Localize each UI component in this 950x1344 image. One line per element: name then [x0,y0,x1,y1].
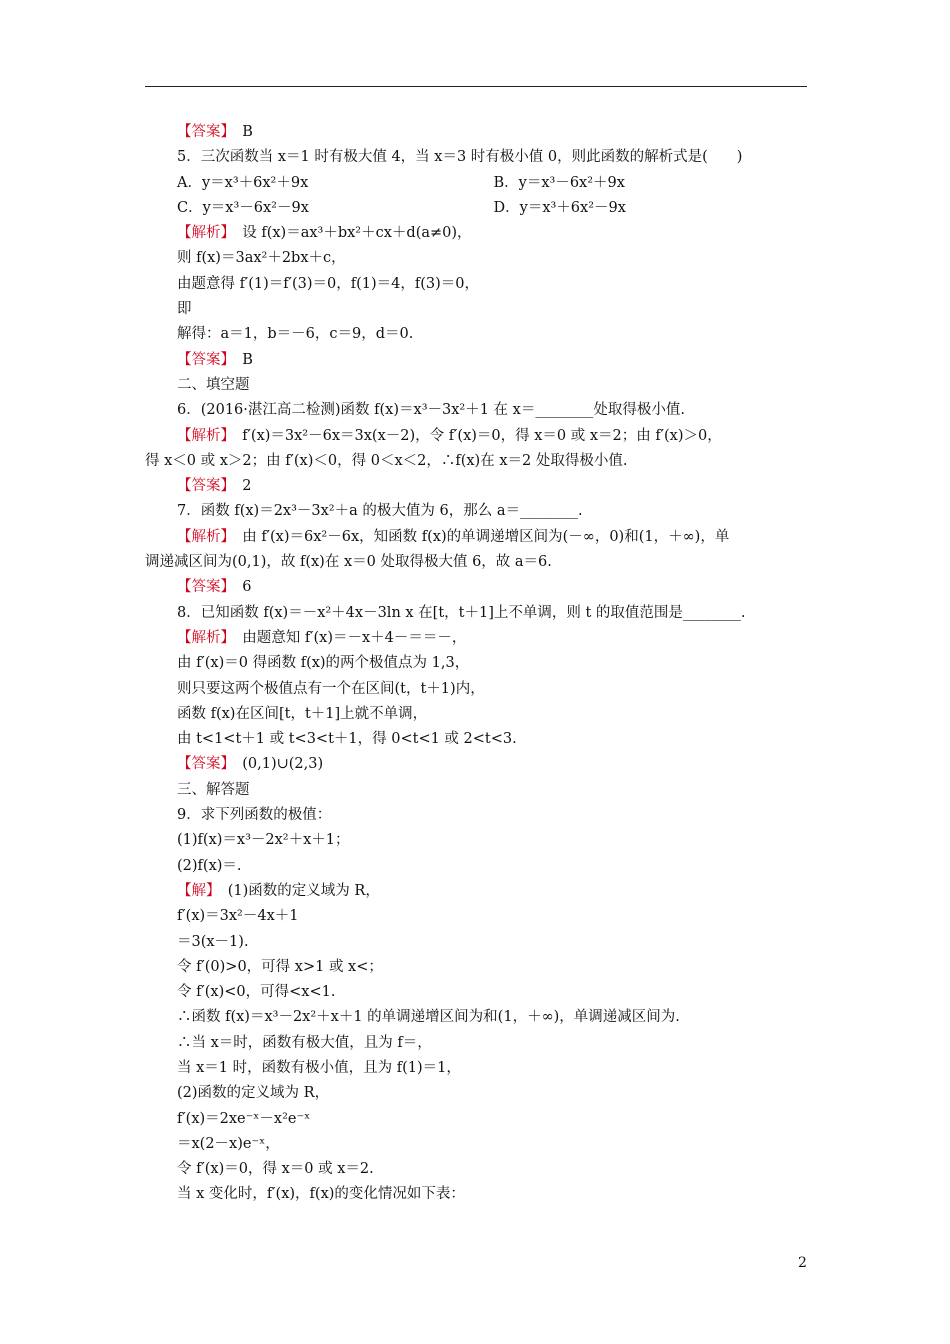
section-tag: 【解析】 [177,528,228,545]
text-line: 解得：a＝1，b＝－6，c＝9，d＝0. [177,326,414,343]
text-line: 8．已知函数 f(x)＝－x²＋4x－3ln x 在[t，t＋1]上不单调，则 t 的取值范围是________. [177,604,746,621]
line-text: 由题意知 f′(x)＝－x＋4－＝＝－， [227,629,467,646]
labeled-line [145,626,810,651]
text-line: 由 t<1<t＋1 或 t<3<t＋1，得 0<t<1 或 2<t<3. [177,731,517,748]
labeled-line [145,474,810,499]
section-tag: 【答案】 [177,579,228,596]
text-line: 令 f′(x)＝0，得 x＝0 或 x＝2. [177,1161,374,1178]
option-row [145,196,810,221]
line-text: (0,1)∪(2,3) [227,756,324,773]
section-tag: 【解析】 [177,225,228,242]
text-line: 当 x＝1 时，函数有极小值，且为 f(1)＝1， [177,1059,461,1076]
text-line: 9．求下列函数的极值： [177,807,332,824]
labeled-line [145,424,810,449]
text-line: f′(x)＝3x²－4x＋1 [177,908,299,925]
text-line: f′(x)＝2xe⁻ˣ－x²e⁻ˣ [177,1110,311,1127]
text-line: 得 x＜0 或 x＞2；由 f′(x)＜0，得 0＜x＜2，∴f(x)在 x＝2 处取得极小值. [145,452,628,469]
option-text: A．y＝x³＋6x²＋9x [177,174,309,191]
section-tag: 【答案】 [177,351,228,368]
line-text: 2 [227,478,252,495]
text-line: 6．(2016·湛江高二检测)函数 f(x)＝x³－3x²＋1 在 x＝________处取得极小值. [177,402,685,419]
text-line: 三、解答题 [177,781,250,798]
labeled-line [145,221,810,246]
text-line: ＝x(2－x)e⁻ˣ， [177,1135,280,1152]
document-body [145,120,810,1208]
section-tag: 【答案】 [177,478,228,495]
text-line: (2)函数的定义域为 R， [177,1085,330,1102]
text-line: 则 f(x)＝3ax²＋2bx＋c， [177,250,346,267]
option-text: C．y＝x³－6x²－9x [177,199,309,216]
labeled-line [145,752,810,777]
text-line: ∴当 x＝时，函数有极大值，且为 f＝， [177,1034,432,1051]
section-tag: 【解析】 [177,427,228,444]
option-text: D．y＝x³＋6x²－9x [493,199,626,216]
line-text: B [227,351,253,368]
line-text: 6 [227,579,252,596]
section-tag: 【答案】 [177,124,228,140]
header-rule [145,86,807,87]
labeled-line [145,348,810,373]
text-line: 5．三次函数当 x＝1 时有极大值 4，当 x＝3 时有极小值 0，则此函数的解析式是( ) [177,149,743,166]
line-text: f′(x)＝3x²－6x＝3x(x－2)，令 f′(x)＝0，得 x＝0 或 x＝2；由 f′(x)＞0， [227,427,722,444]
text-line: 函数 f(x)在区间[t，t＋1]上就不单调， [177,705,428,722]
section-tag: 【答案】 [177,756,228,773]
text-line: 由题意得 f′(1)＝f′(3)＝0，f(1)＝4，f(3)＝0， [177,275,479,292]
text-line: (2)f(x)＝. [177,857,242,874]
labeled-line [145,525,810,550]
text-line: 当 x 变化时，f′(x)，f(x)的变化情况如下表： [177,1186,465,1203]
line-text: 由 f′(x)＝6x²－6x，知函数 f(x)的单调递增区间为(－∞，0)和(1，＋∞)，单 [227,528,730,545]
section-tag: 【解】 [177,882,214,899]
text-line: 7．函数 f(x)＝2x³－3x²＋a 的极大值为 6，那么 a＝________. [177,503,583,520]
labeled-line [145,879,810,904]
text-line: 由 f′(x)＝0 得函数 f(x)的两个极值点为 1,3， [177,655,470,672]
page-number: 2 [798,1255,807,1271]
line-text: (1)函数的定义域为 R， [213,882,380,899]
line-text: B [227,124,253,140]
text-line: 二、填空题 [177,376,250,393]
option-text: B．y＝x³－6x²＋9x [493,174,625,191]
labeled-line [145,120,810,145]
text-line: 即 [177,301,192,318]
text-line: ∴函数 f(x)＝x³－2x²＋x＋1 的单调递增区间为和(1，＋∞)，单调递减区间为. [177,1009,680,1026]
line-text: 设 f(x)＝ax³＋bx²＋cx＋d(a≠0)， [227,225,472,242]
section-tag: 【解析】 [177,629,228,646]
option-row [145,171,810,196]
text-line: 令 f′(x)<0，可得<x<1. [177,984,336,1001]
labeled-line [145,575,810,600]
text-line: 调递减区间为(0,1)，故 f(x)在 x＝0 处取得极大值 6，故 a＝6. [145,554,552,571]
text-line: ＝3(x－1). [177,933,249,950]
text-line: 令 f′(0)>0，可得 x>1 或 x<； [177,958,383,975]
text-line: 则只要这两个极值点有一个在区间(t，t＋1)内， [177,680,485,697]
text-line: (1)f(x)＝x³－2x²＋x＋1； [177,832,350,849]
